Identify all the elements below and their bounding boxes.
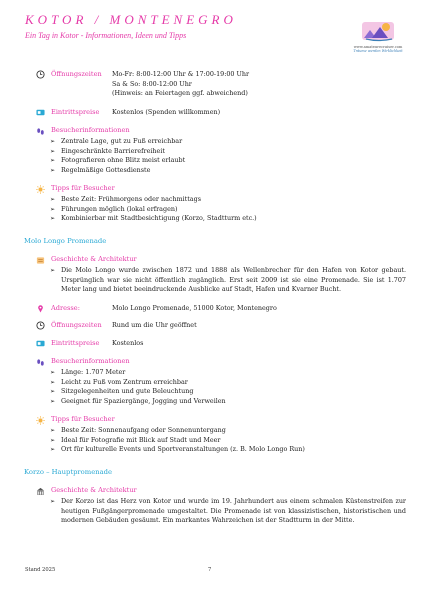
molo-entry-value: Kostenlos [112,338,144,347]
molo-visitor-heading [36,357,406,367]
building-icon [36,487,45,496]
molo-history-text: ➢ Die Molo Longo wurde zwischen 1872 und 1888 als Wellenbrecher für den Hafen von Kotor gebaut. Ursprünglich war sie nicht öffentlich zugänglich. Erst seit 2009 ist sie eine Promenade. Sie ist 1.707 Meter lang und bietet beeindruckende Ausblicke auf Stadt, Hafen und Kvarner Bucht. [50,266,406,295]
visitor-info-list [36,137,406,175]
brand-logo [348,18,408,53]
ticket-icon [36,108,45,117]
korzo-heading: Korzo – Hauptpromenade [24,467,113,476]
page-number: 7 [208,567,212,573]
tips-heading [36,184,406,194]
document-header [25,12,325,40]
molo-longo-heading: Molo Longo Promenade [24,236,107,245]
tips-label: Tipps für Besucher [51,184,115,193]
clock-icon [36,70,45,79]
list-item: ➢ Leicht zu Fuß vom Zentrum erreichbar [50,378,406,388]
korzo-history-text: ➢ Der Korzo ist das Herz von Kotor und wurde im 19. Jahrhundert aus einem schmalen Küstenstreifen zur heutigen Fußgängerpromenade umgestaltet. Die Promenade ist von klassizistischen, historistischen und modernen Gebäuden gesäumt. Ein markantes Wahrzeichen ist der Stadtturm in der Mitte. [50,497,406,526]
location-pin-icon [36,304,45,313]
document-subtitle: Ein Tag in Kotor - Informationen, Ideen und Tipps [25,31,187,40]
list-item: ➢ Sitzgelegenheiten und gute Beleuchtung [50,387,406,397]
list-item: ➢ Geeignet für Spaziergänge, Jogging und Verweilen [50,397,406,407]
korzo-history-heading [36,486,406,496]
list-item: ➢ Eingeschränkte Barrierefreiheit [50,147,406,157]
document-body [24,70,406,526]
list-item: ➢ Ideal für Fotografie mit Blick auf Stadt und Meer [50,436,406,446]
opening-line: Sa & So: 8:00-12:00 Uhr [112,79,192,88]
list-item: ➢ Beste Zeit: Sonnenaufgang oder Sonnenuntergang [50,426,406,436]
clock-icon [36,321,45,330]
molo-opening-row [36,321,406,331]
sun-icon [36,416,45,425]
scroll-icon [36,256,45,265]
list-item: ➢ Beste Zeit: Frühmorgens oder nachmittags [50,195,406,205]
molo-visitor-label: Besucherinformationen [51,357,130,366]
ship-logo-icon [358,18,398,44]
list-item: ➢ Kombinierbar mit Stadtbesichtigung (Korzo, Stadtturm etc.) [50,214,406,224]
molo-visitor-list [36,368,406,406]
visitor-info-label: Besucherinformationen [51,126,130,135]
molo-opening-label: Öffnungszeiten [51,321,102,330]
logo-tagline: Träume werden Wirklichkeit [353,49,403,53]
opening-hours-label: Öffnungszeiten [51,70,102,78]
molo-address-row [36,304,406,314]
visitor-info-heading [36,126,406,136]
footprints-icon [36,127,45,136]
entry-price-row [36,108,406,118]
footprints-icon [36,358,45,367]
molo-history-label: Geschichte & Architektur [51,255,137,264]
korzo-history-label: Geschichte & Architektur [51,486,137,495]
molo-entry-row [36,339,406,349]
tips-list [36,195,406,224]
list-item: ➢ Fotografieren ohne Blitz meist erlaubt [50,156,406,166]
opening-line: (Hinweis: an Feiertagen ggf. abweichend) [112,89,248,98]
logo-url: www.amateurecruiser.com [353,45,403,49]
entry-price-label: Eintrittspreise [51,107,100,116]
document-title: KOTOR / MONTENEGRO [25,12,237,27]
molo-history-heading [36,255,406,265]
list-item: ➢ Ort für kulturelle Events und Sportveranstaltungen (z. B. Molo Longo Run) [50,445,406,455]
list-item: ➢ Führungen möglich (lokal erfragen) [50,205,406,215]
footer-date: Stand 2025 [25,567,56,573]
ticket-icon [36,339,45,348]
molo-address-value: Molo Longo Promenade, 51000 Kotor, Montenegro [112,303,277,312]
list-item: ➢ Zentrale Lage, gut zu Fuß erreichbar [50,137,406,147]
opening-hours-row [36,70,406,99]
molo-history-list [36,266,406,295]
sun-icon [36,185,45,194]
list-item: ➢ Regelmäßige Gottesdienste [50,166,406,176]
molo-tips-list [36,426,406,455]
entry-price-value: Kostenlos (Spenden willkommen) [112,107,221,116]
korzo-history-list [36,497,406,526]
opening-line: Mo-Fr: 8:00-12:00 Uhr & 17:00-19:00 Uhr [112,70,250,78]
molo-tips-heading [36,415,406,425]
list-item: ➢ Länge: 1.707 Meter [50,368,406,378]
molo-address-label: Adresse: [51,303,80,312]
molo-tips-label: Tipps für Besucher [51,415,115,424]
opening-hours-value [112,70,406,99]
molo-entry-label: Eintrittspreise [51,338,100,347]
molo-opening-value: Rund um die Uhr geöffnet [112,321,197,330]
